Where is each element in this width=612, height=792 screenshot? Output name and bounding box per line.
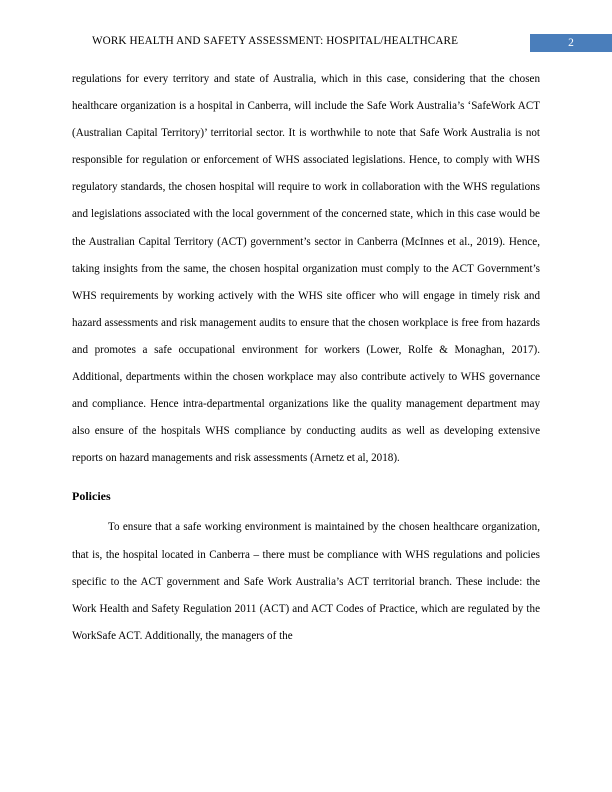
document-body [72, 66, 540, 650]
body-paragraph: regulations for every territory and state of Australia, which in this case, considering that the chosen healthcare organization is a hospital in Canberra, will include the Safe Work Australia’s ‘SafeWork ACT (Australian Capital Territory)’ territorial sector. It is worthwhile to note that Safe Work Australia is not responsible for regulation or enforcement of WHS associated legislations. Hence, to comply with WHS regulatory standards, the chosen hospital will require to work in collaboration with the WHS regulations and legislations associated with the local government of the concerned state, which in this case would be the Australian Capital Territory (ACT) government’s sector in Canberra (McInnes et al., 2019). Hence, taking insights from the same, the chosen hospital organization must comply to the ACT Government’s WHS requirements by working actively with the WHS site officer who will engage in timely risk and hazard assessments and risk management audits to ensure that the chosen workplace is free from hazards and promotes a safe occupational environment for workers (Lower, Rolfe & Monaghan, 2017). Additional, departments within the chosen workplace may also contribute actively to WHS governance and compliance. Hence intra-departmental organizations like the quality management department may also ensure of the hospitals WHS compliance by conducting audits as well as developing extensive reports on hazard managements and risk assessments (Arnetz et al, 2018). [72, 73, 540, 465]
body-paragraph: To ensure that a safe working environment is maintained by the chosen healthcare organization, that is, the hospital located in Canberra – there must be compliance with WHS regulations and policies specific to the ACT government and Safe Work Australia’s ACT territorial branch. These include: the Work Health and Safety Regulation 2011 (ACT) and ACT Codes of Practice, which are regulated by the WorkSafe ACT. Additionally, the managers of the [72, 521, 540, 642]
section-heading-policies: Policies [72, 489, 111, 504]
running-head: WORK HEALTH AND SAFETY ASSESSMENT: HOSPITAL/HEALTHCARE [92, 35, 459, 47]
page-number: 2 [530, 34, 612, 52]
